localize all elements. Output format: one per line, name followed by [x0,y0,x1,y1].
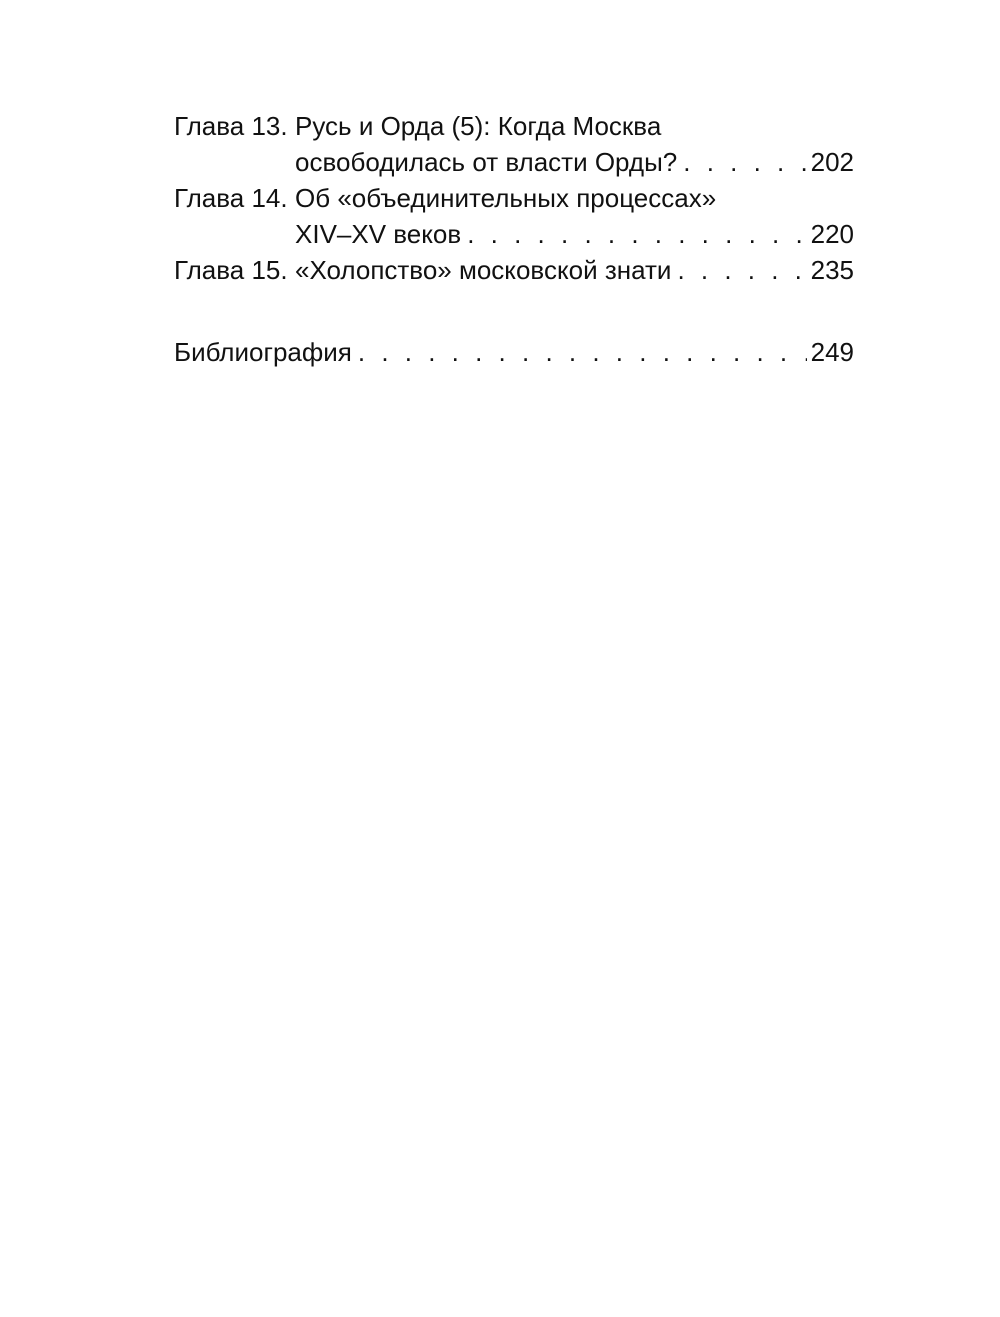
chapter-title-text: XIV–XV веков [295,219,462,249]
toc-entry-chapter-14[interactable] [174,180,854,252]
chapter-title-line [295,144,854,180]
chapter-title-block [295,108,854,180]
page-number: 235 [810,255,854,285]
chapter-title-text: Об «объединительных процессах» [295,183,717,213]
chapter-title-text: «Холопство» московской знати [295,255,672,285]
chapter-title-text: Русь и Орда (5): Когда Москва [295,111,662,141]
dot-leader [683,144,806,180]
bibliography-block [174,324,854,370]
bibliography-title: Библиография [174,337,352,367]
chapter-title-line [295,216,854,252]
dot-leader [467,216,806,252]
chapter-title-block [295,252,854,288]
chapter-title-line [295,108,854,144]
toc-entry-chapter-15[interactable] [174,252,854,288]
page-number: 249 [810,337,854,367]
bibliography-line [174,334,854,370]
chapter-title-line [295,252,854,288]
chapter-title-line [295,180,854,216]
chapter-title-text: освободилась от власти Орды? [295,147,678,177]
page-number: 202 [810,147,854,177]
chapter-label: Глава 14. [174,183,288,213]
table-of-contents [174,108,854,370]
toc-entry-chapter-13[interactable] [174,108,854,180]
dot-leader [677,252,806,288]
dot-leader [358,334,807,370]
chapter-label: Глава 15. [174,255,288,285]
chapter-title-block [295,180,854,252]
section-spacer [174,288,854,324]
toc-entry-bibliography[interactable] [174,324,854,370]
chapter-label: Глава 13. [174,111,288,141]
page-number: 220 [810,219,854,249]
